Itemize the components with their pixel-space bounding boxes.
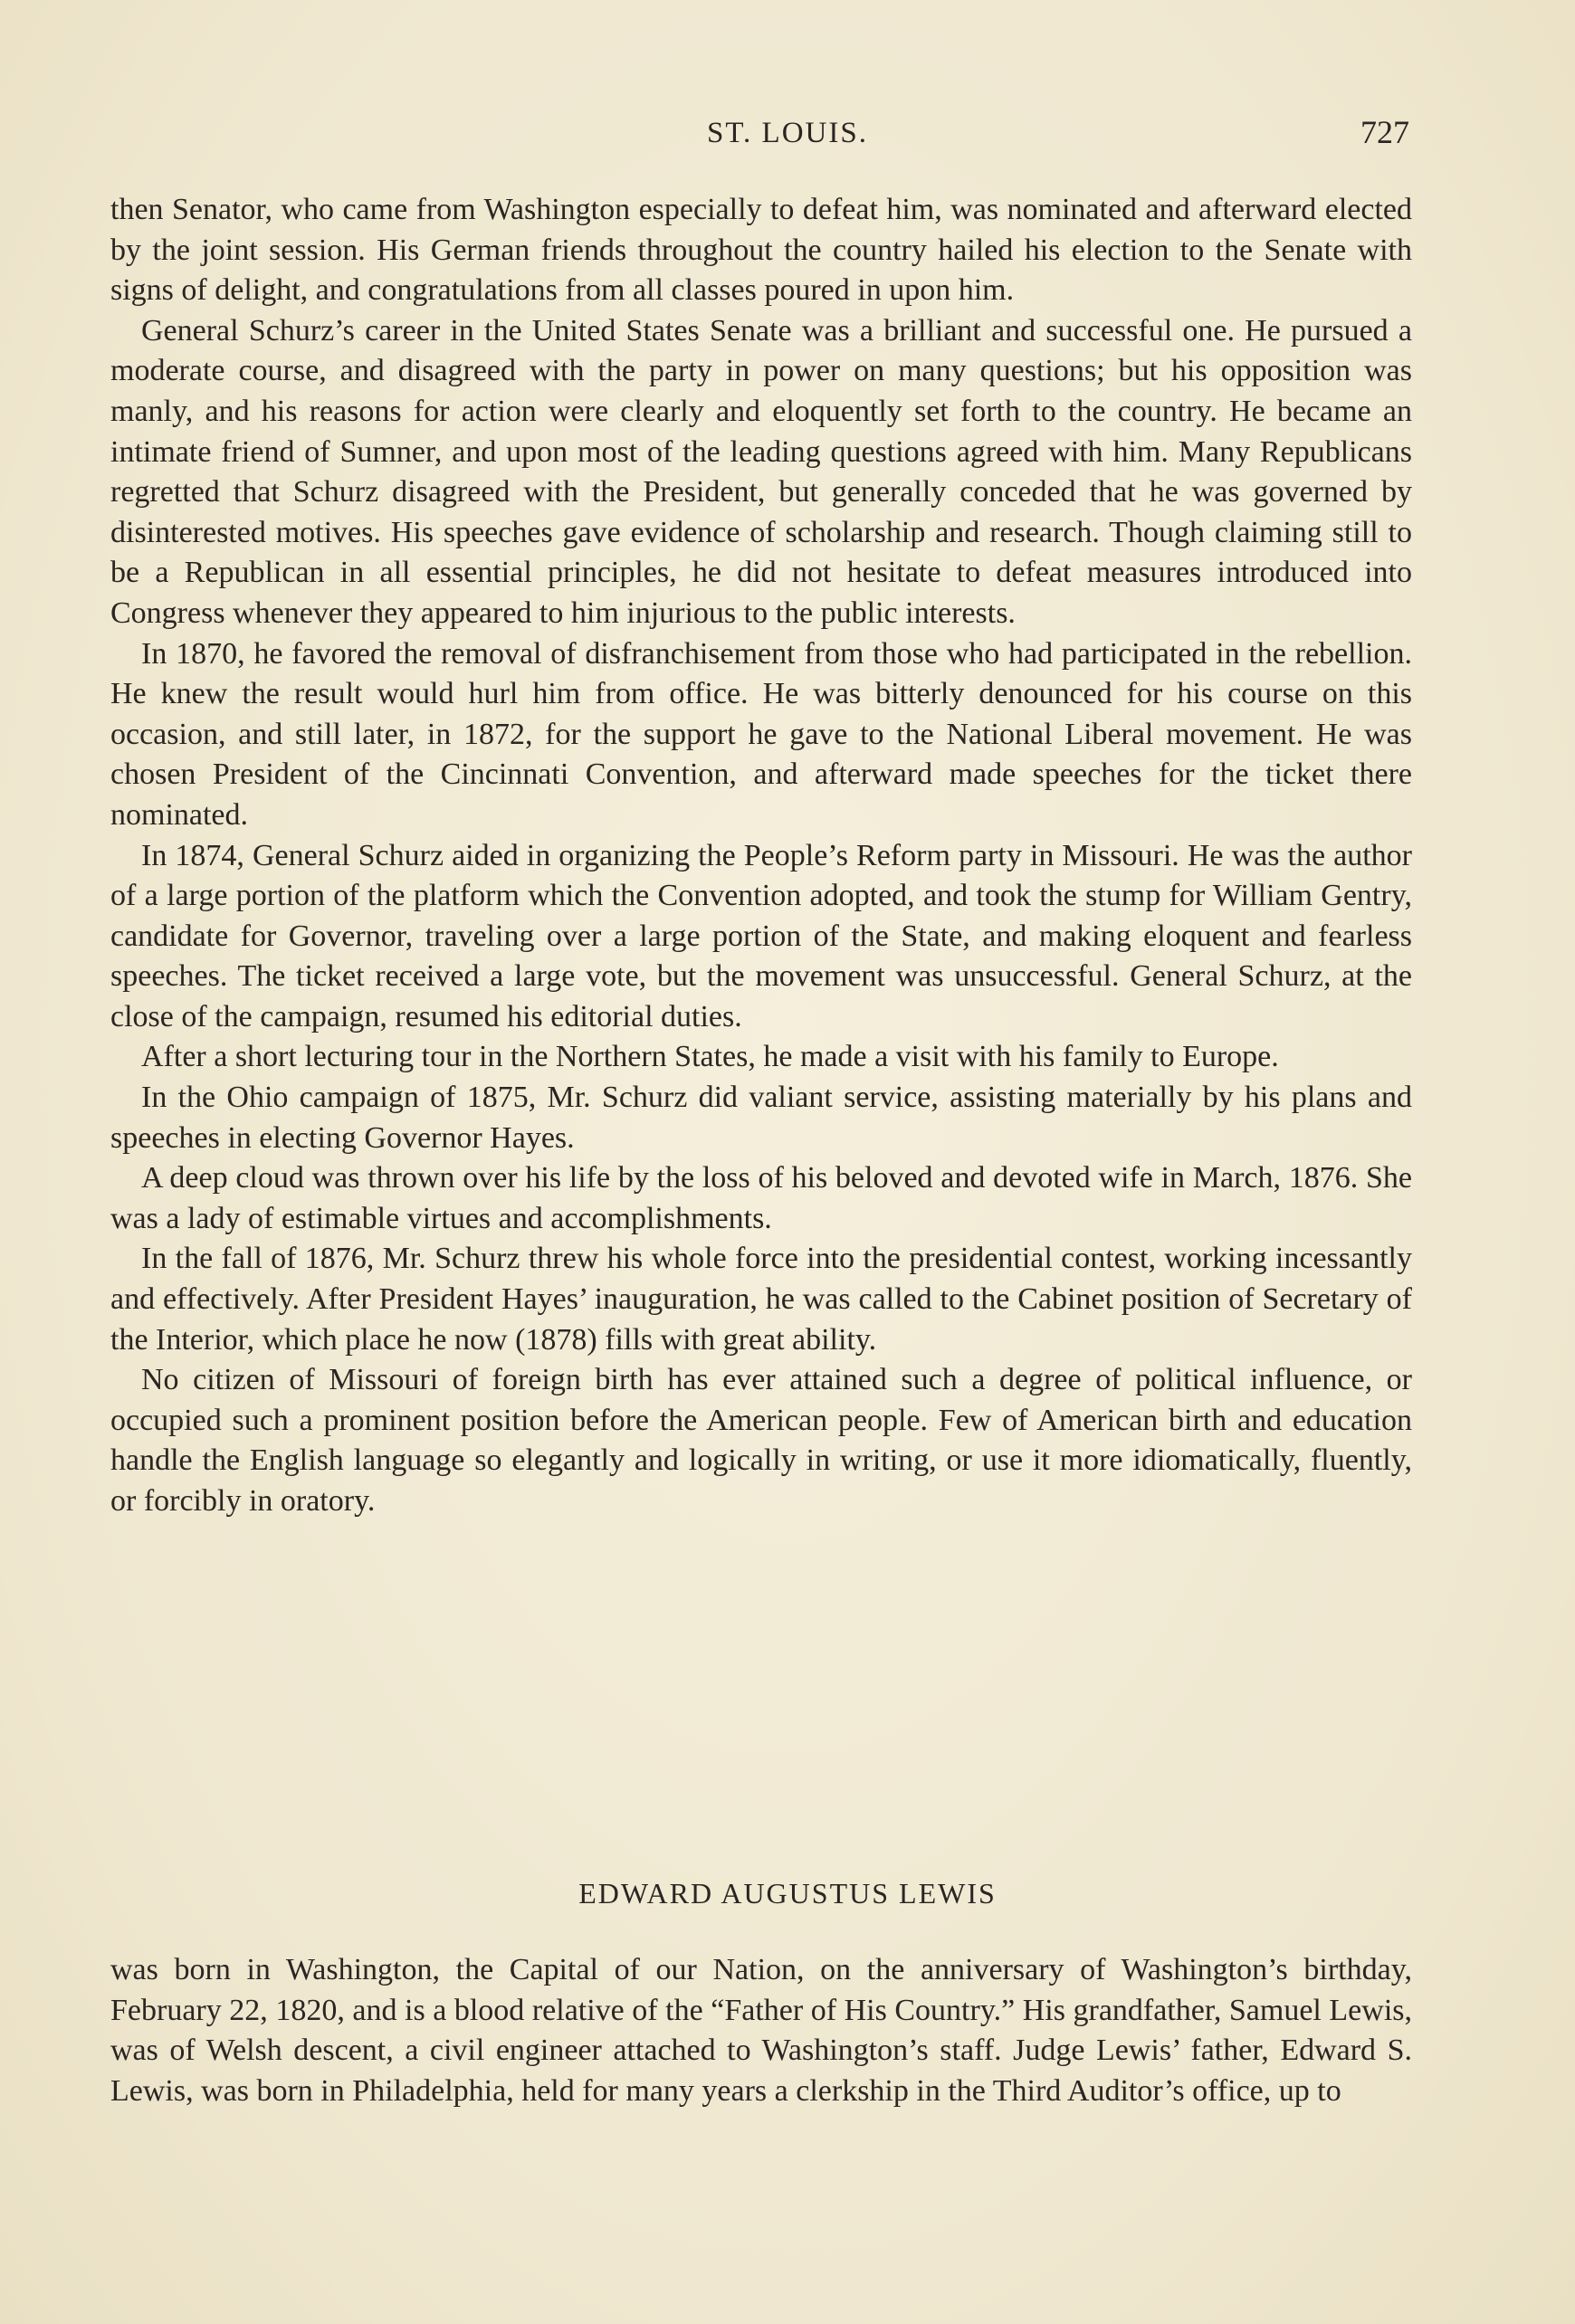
paragraph-continuation: then Senator, who came from Washington especially to defeat him, was nominated and afterward elected by the joint session. His German friends throughout the country hailed his election to the Senate with signs of delight, and congratulations from all classes poured in upon him. bbox=[110, 193, 1412, 308]
paragraph: No citizen of Missouri of foreign birth has ever attained such a degree of political influence, or occupied such a prominent position before the American people. Few of American birth and education handle the English language so elegantly and logically in writing, or use it more idiomatically, fluently, or forcibly in oratory. bbox=[110, 1363, 1412, 1518]
running-head bbox=[0, 113, 1575, 158]
paragraph: In the fall of 1876, Mr. Schurz threw his whole force into the presidential contest, working incessantly and effectively. After President Hayes’ inauguration, he was called to the Cabinet position of Secretary of the Interior, which place he now (1878) fills with great ability. bbox=[110, 1242, 1412, 1357]
paragraph: After a short lecturing tour in the Northern States, he made a visit with his family to Europe. bbox=[141, 1040, 1279, 1074]
paragraph: General Schurz’s career in the United States Senate was a brilliant and successful one. He pursued a moderate course, and disagreed with the party in power on many questions; but his opposition was manly, and his reasons for action were clearly and eloquently set forth to the country. He became an intimate friend of Sumner, and upon most of the leading questions agreed with him. Many Republicans regretted that Schurz disagreed with the President, but generally conceded that he was governed by disinterested motives. His speeches gave evidence of scholarship and research. Though claiming still to be a Republican in all essential principles, he did not hesitate to defeat measures introduced into Congress whenever they appeared to him injurious to the public interests. bbox=[110, 313, 1412, 630]
paragraph: In 1870, he favored the removal of disfranchisement from those who had participated in the rebellion. He knew the result would hurl him from office. He was bitterly denounced for his course on this occasion, and still later, in 1872, for the support he gave to the National Liberal movement. He was chosen President of the Cincinnati Convention, and afterward made speeches for the ticket there nominated. bbox=[110, 636, 1412, 832]
paragraph: In the Ohio campaign of 1875, Mr. Schurz did valiant service, assisting materially by his plans and speeches in electing Governor Hayes. bbox=[110, 1081, 1412, 1155]
section-paragraph: was born in Washington, the Capital of our Nation, on the anniversary of Washington’s birthday, February 22, 1820, and is a blood relative of the “Father of His Country.” His grandfather, Samuel Lewis, was of Welsh descent, a civil engineer attached to Washington’s staff. Judge Lewis’ father, Edward S. Lewis, was born in Philadelphia, held for many years a clerkship in the Third Auditor’s office, up to bbox=[110, 1953, 1412, 2108]
paragraph: In 1874, General Schurz aided in organizing the People’s Reform party in Missouri. He was the author of a large portion of the platform which the Convention adopted, and took the stump for William Gentry, candidate for Governor, traveling over a large portion of the State, and making eloquent and fearless speeches. The ticket received a large vote, but the movement was unsuccessful. General Schurz, at the close of the campaign, resumed his editorial duties. bbox=[110, 838, 1412, 1033]
page-number: 727 bbox=[1360, 114, 1409, 150]
body-text bbox=[110, 190, 1412, 1522]
running-title: ST. LOUIS. bbox=[707, 117, 868, 149]
section-heading: EDWARD AUGUSTUS LEWIS bbox=[578, 1877, 997, 1910]
paragraph: A deep cloud was thrown over his life by the loss of his beloved and devoted wife in March, 1876. She was a lady of estimable virtues and accomplishments. bbox=[110, 1161, 1412, 1235]
section-text bbox=[110, 1950, 1412, 2111]
